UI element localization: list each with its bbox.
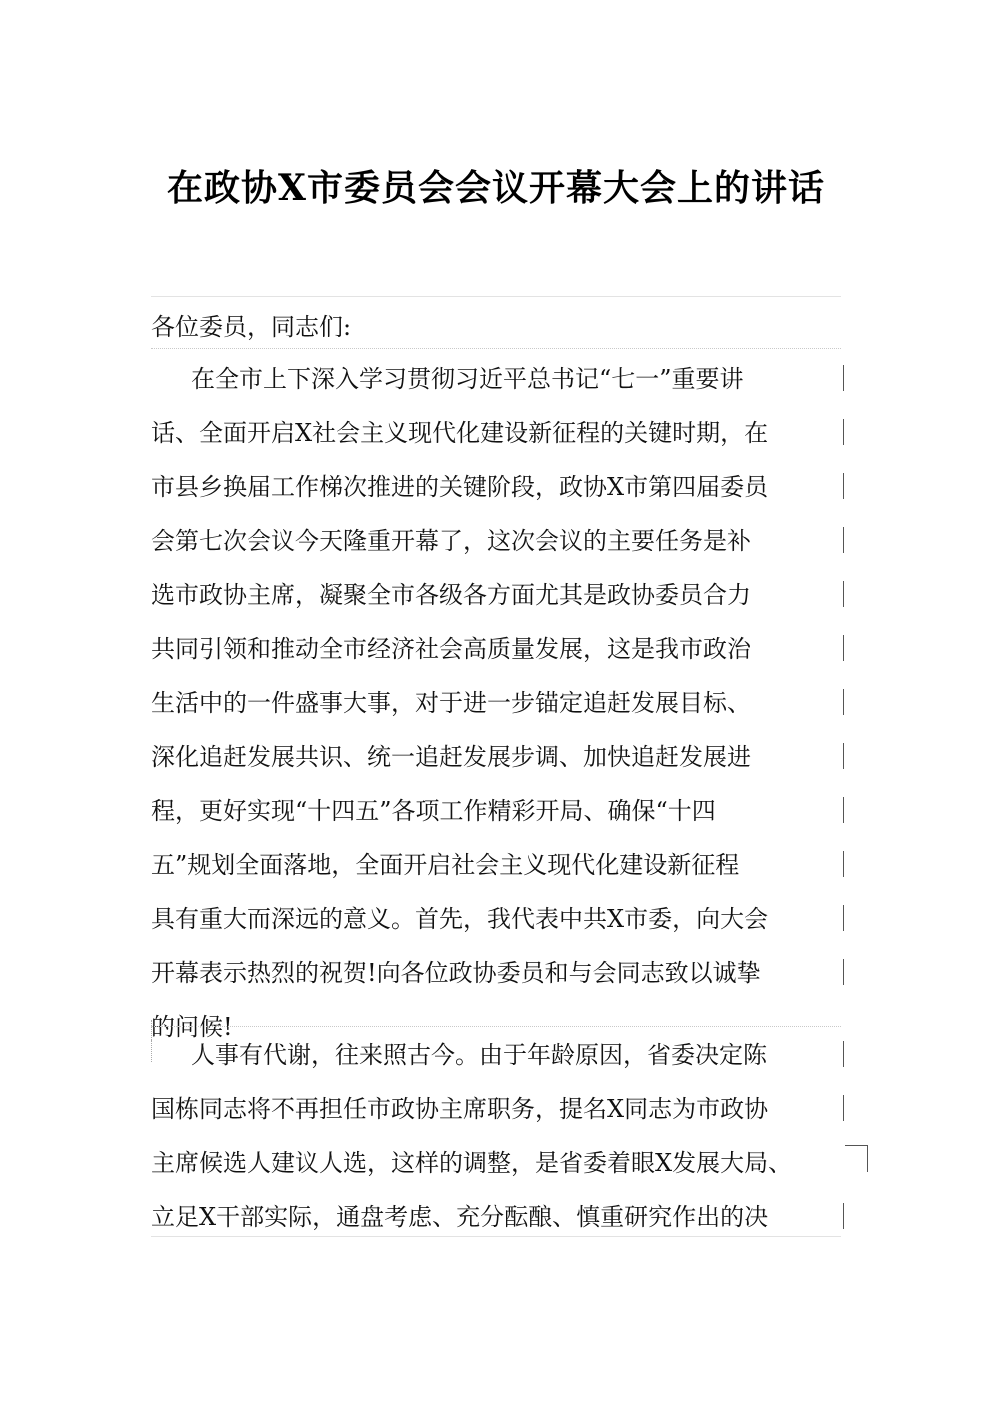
margin-mark (843, 743, 844, 769)
paragraph-boundary (151, 1026, 841, 1027)
margin-mark (843, 527, 844, 553)
paragraph-line: 会第七次会议今天隆重开幕了，这次会议的主要任务是补 (151, 527, 751, 555)
paragraph-line: 开幕表示热烈的祝贺!向各位政协委员和与会同志致以诚挚 (151, 959, 761, 987)
paragraph-line: 市县乡换届工作梯次推进的关键阶段，政协X市第四届委员 (151, 473, 769, 501)
paragraph-line: 主席候选人建议人选，这样的调整，是省委着眼X发展大局、 (151, 1149, 793, 1177)
paragraph-line: 深化追赶发展共识、统一追赶发展步调、加快追赶发展进 (151, 743, 751, 771)
paragraph-line: 人事有代谢，往来照古今。由于年龄原因，省委决定陈 (191, 1041, 767, 1069)
paragraph-line: 程，更好实现“十四五”各项工作精彩开局、确保“十四 (151, 797, 716, 825)
paragraph-boundary (151, 348, 841, 349)
paragraph-line: 选市政协主席，凝聚全市各级各方面尤其是政协委员合力 (151, 581, 751, 609)
document-title: 在政协X市委员会会议开幕大会上的讲话 (167, 167, 825, 209)
paragraph-line: 立足X干部实际，通盘考虑、充分酝酿、慎重研究作出的决 (151, 1203, 769, 1231)
margin-mark (843, 581, 844, 607)
paragraph-line: 生活中的一件盛事大事，对于进一步锚定追赶发展目标、 (151, 689, 751, 717)
paragraph-line: 五”规划全面落地，全面开启社会主义现代化建设新征程 (151, 851, 740, 879)
margin-mark (843, 689, 844, 715)
paragraph-line: 共同引领和推动全市经济社会高质量发展，这是我市政治 (151, 635, 751, 663)
margin-mark (843, 797, 844, 823)
margin-mark (843, 905, 844, 931)
paragraph-line: 在全市上下深入学习贯彻习近平总书记“七一”重要讲 (191, 365, 744, 393)
paragraph-boundary-top (151, 296, 841, 297)
paragraph-line: 国栋同志将不再担任市政协主席职务，提名X同志为市政协 (151, 1095, 769, 1123)
margin-mark (843, 1041, 844, 1067)
margin-mark (843, 1095, 844, 1121)
margin-mark (843, 365, 844, 391)
paragraph-line: 具有重大而深远的意义。首先，我代表中共X市委，向大会 (151, 905, 769, 933)
margin-mark (843, 635, 844, 661)
margin-mark (843, 419, 844, 445)
margin-mark (843, 473, 844, 499)
body-paragraph-1 (151, 352, 841, 1054)
margin-mark (843, 959, 844, 985)
margin-corner-mark (845, 1145, 868, 1172)
margin-mark (843, 851, 844, 877)
text-area-bottom-boundary (151, 1236, 841, 1237)
body-paragraph-2 (151, 1028, 841, 1244)
margin-mark (843, 1203, 844, 1229)
salutation: 各位委员，同志们: (151, 313, 352, 341)
paragraph-line: 话、全面开启X社会主义现代化建设新征程的关键时期，在 (151, 419, 769, 447)
paragraph-line: 的问候! (151, 1013, 233, 1041)
